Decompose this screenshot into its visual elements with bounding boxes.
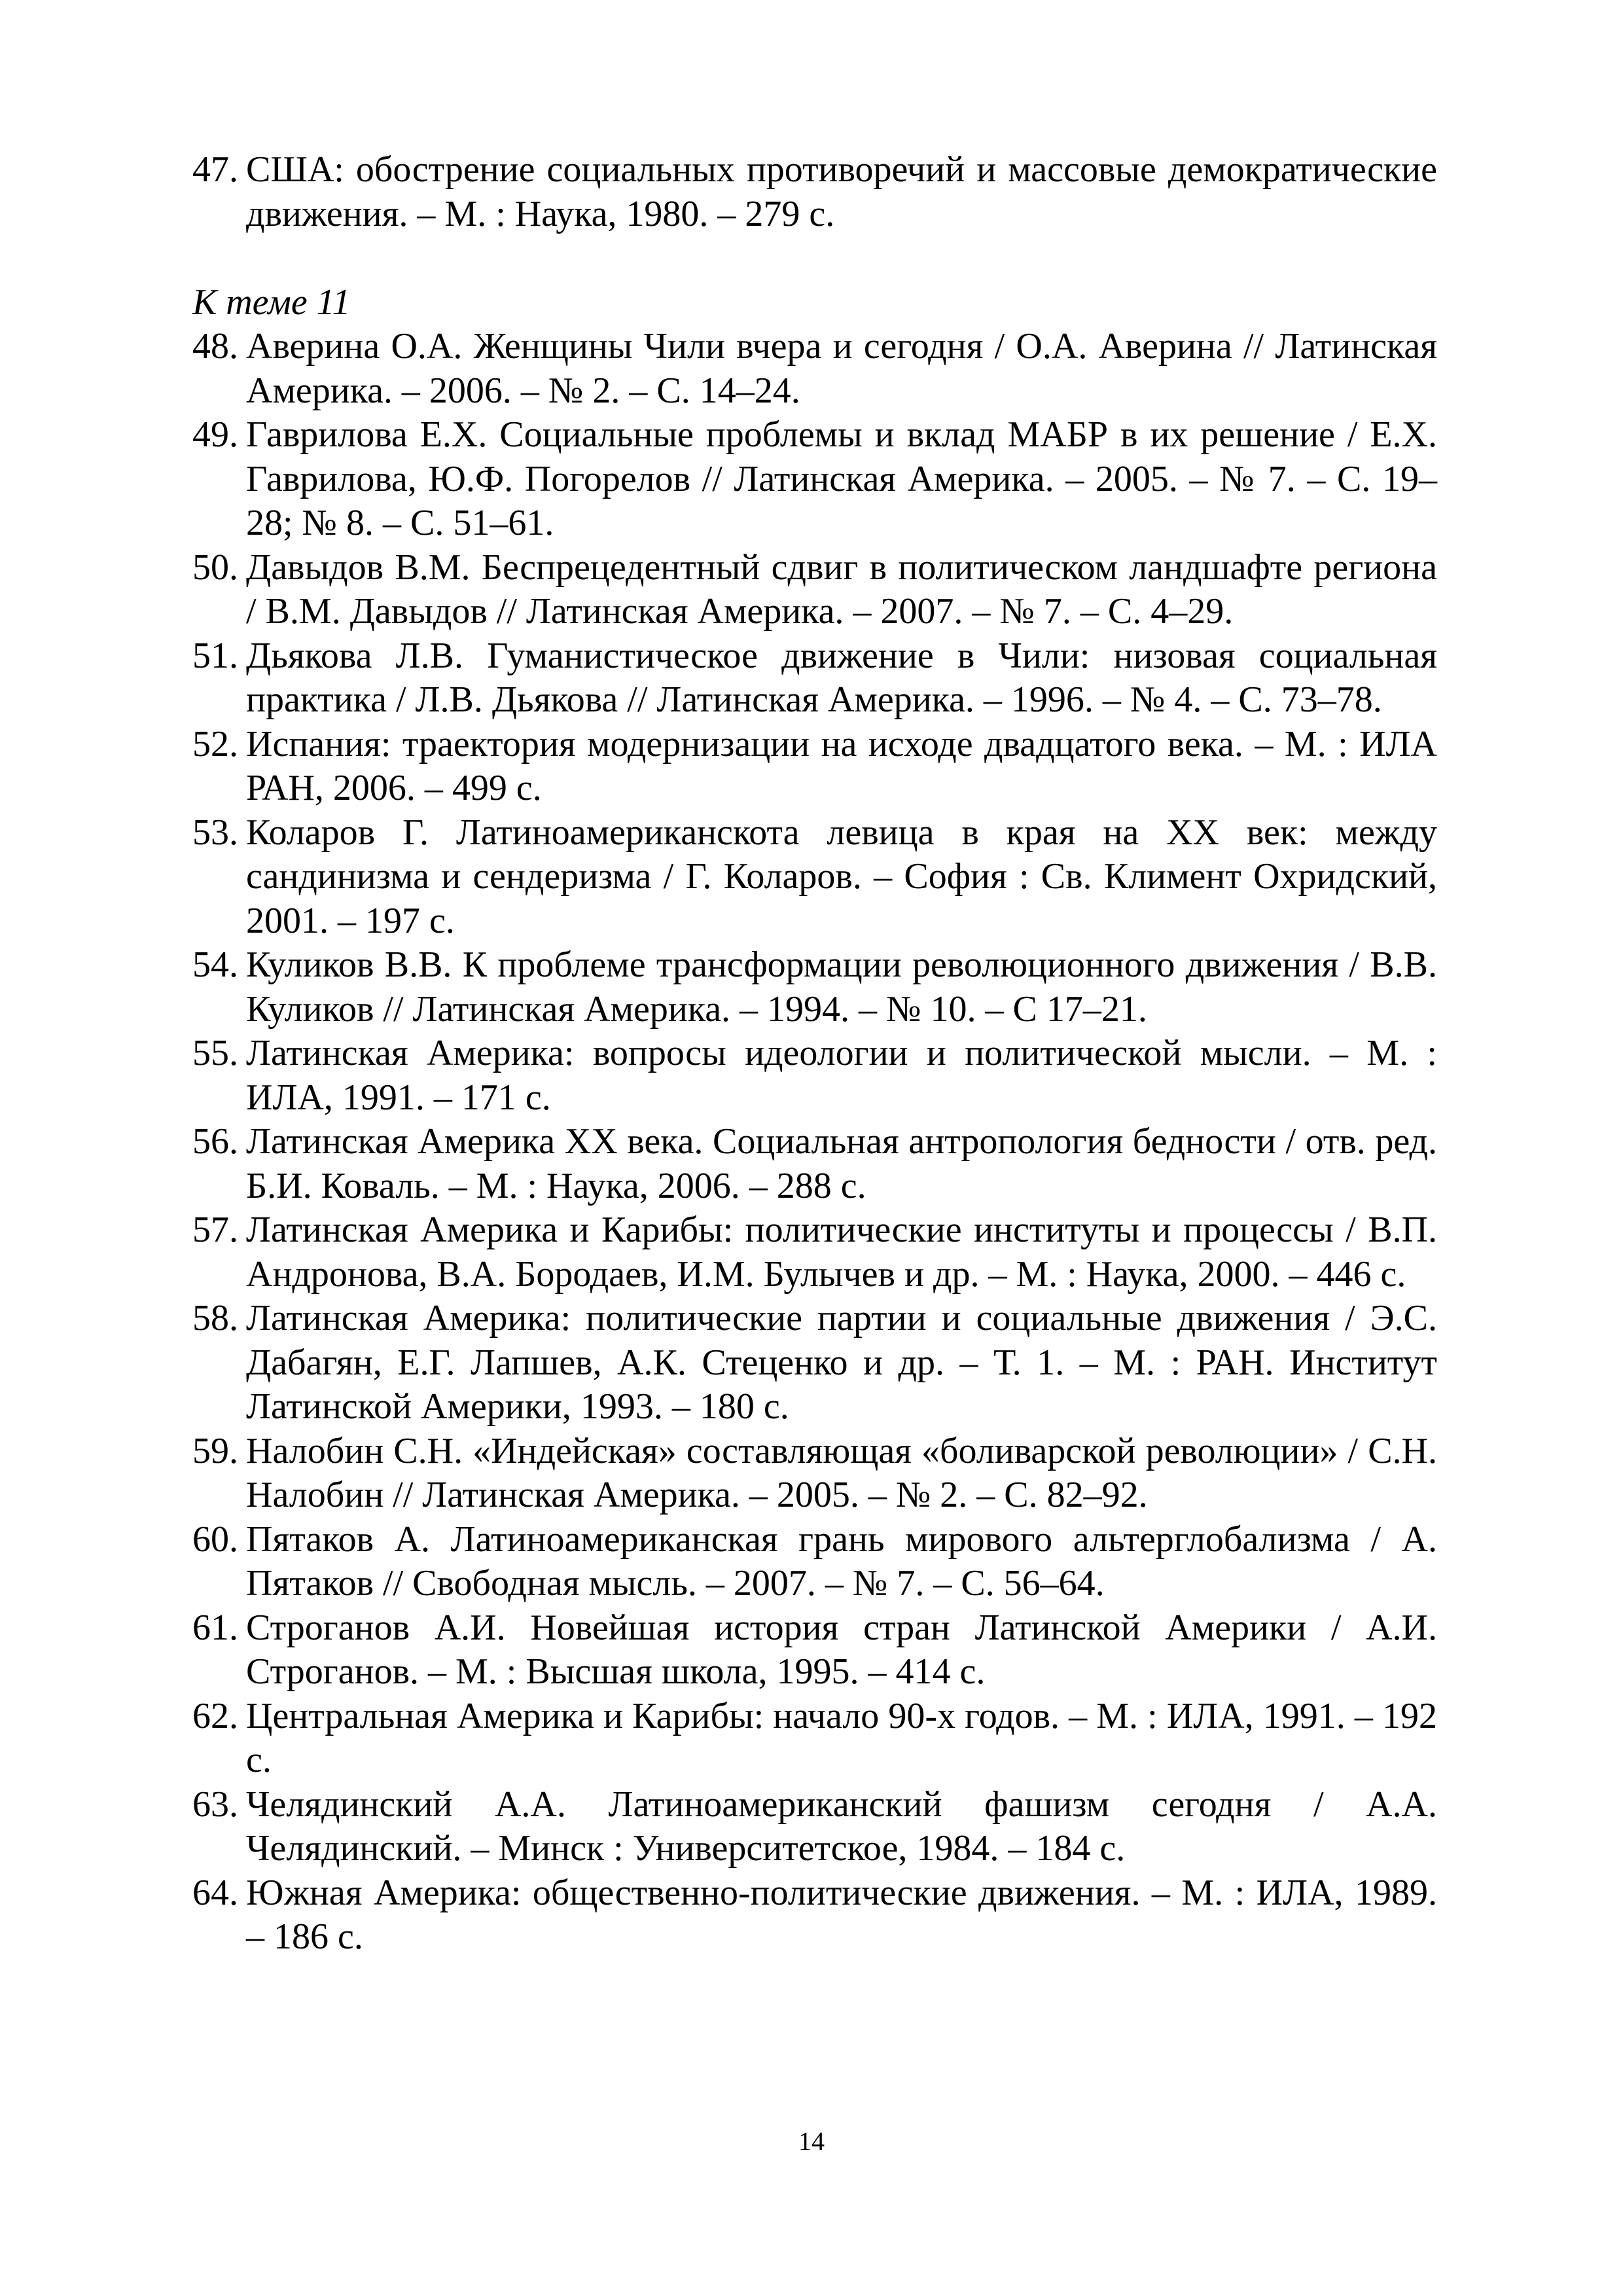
entry-number: 58. — [192, 1298, 238, 1338]
entry-number: 52. — [192, 723, 238, 764]
entry-text: Аверина О.А. Женщины Чили вчера и сегодня / О.А. Аверина // Латинская Америка. – 2006. – № 2. – С. 14–24. — [246, 326, 1437, 411]
entry-number: 55. — [192, 1033, 238, 1073]
entry-text: Строганов А.И. Новейшая история стран Латинской Америки / А.И. Строганов. – М. : Высшая школа, 1995. – 414 с. — [246, 1607, 1437, 1692]
section-heading: К теме 11 — [192, 281, 351, 323]
entry-text: Налобин С.Н. «Индейская» составляющая «боливарской революции» / С.Н. Налобин // Латинская Америка. – 2005. – № 2. – С. 82–92. — [246, 1430, 1437, 1515]
entry-number: 57. — [192, 1210, 238, 1250]
entry-text: Гаврилова Е.Х. Социальные проблемы и вклад МАБР в их решение / Е.Х. Гаврилова, Ю.Ф. Погорелов // Латинская Америка. – 2005. – № 7. – С. 19–28; № 8. – С. 51–61. — [246, 414, 1437, 543]
entry-number: 60. — [192, 1518, 238, 1560]
entry-text: Куликов В.В. К проблеме трансформации революционного движения / В.В. Куликов // Латинская Америка. – 1994. – № 10. – С 17–21. — [246, 944, 1437, 1030]
section-gap — [192, 236, 1437, 281]
bibliography-entry-61 — [192, 1606, 1437, 1695]
entry-number: 63. — [192, 1784, 238, 1825]
bibliography-entry-50 — [192, 546, 1437, 634]
bibliography-entry-52 — [192, 723, 1437, 811]
entry-number: 47. — [192, 149, 238, 190]
bibliography-entry-60 — [192, 1518, 1437, 1606]
entry-number: 53. — [192, 812, 238, 853]
entry-text: Центральная Америка и Карибы: начало 90-х годов. – М. : ИЛА, 1991. – 192 с. — [246, 1695, 1437, 1780]
entry-text: Латинская Америка: вопросы идеологии и политической мысли. – М. : ИЛА, 1991. – 171 с. — [246, 1033, 1437, 1118]
entry-text: Латинская Америка и Карибы: политические институты и процессы / В.П. Андронова, В.А. Бородаев, И.М. Булычев и др. – М. : Наука, 2000. – 446 с. — [246, 1210, 1437, 1295]
entry-text: Давыдов В.М. Беспрецедентный сдвиг в политическом ландшафте региона / В.М. Давыдов // Латинская Америка. – 2007. – № 7. – С. 4–29. — [246, 547, 1437, 632]
bibliography-list — [192, 148, 1437, 1960]
entry-number: 56. — [192, 1121, 238, 1162]
bibliography-entry-62 — [192, 1695, 1437, 1783]
bibliography-entry-48 — [192, 325, 1437, 413]
entry-text: Латинская Америка ХХ века. Социальная антропология бедности / отв. ред. Б.И. Коваль. – М. : Наука, 2006. – 288 с. — [246, 1121, 1437, 1206]
entry-number: 50. — [192, 547, 238, 588]
entry-text: Челядинский А.А. Латиноамериканский фашизм сегодня / А.А. Челядинский. – Минск : Университетское, 1984. – 184 с. — [246, 1784, 1437, 1869]
entry-text: Дьякова Л.В. Гуманистическое движение в Чили: низовая социальная практика / Л.В. Дьякова // Латинская Америка. – 1996. – № 4. – С. 73–78. — [246, 635, 1437, 720]
bibliography-entry-64 — [192, 1871, 1437, 1960]
entry-number: 64. — [192, 1872, 238, 1913]
bibliography-entry-58 — [192, 1297, 1437, 1429]
entry-number: 48. — [192, 326, 238, 367]
bibliography-entry-47 — [192, 148, 1437, 236]
bibliography-entry-53 — [192, 811, 1437, 944]
bibliography-entry-49 — [192, 413, 1437, 546]
entry-text: Пятаков А. Латиноамериканская грань мирового альтерглобализма / А. Пятаков // Свободная мысль. – 2007. – № 7. – С. 56–64. — [246, 1518, 1437, 1604]
bibliography-entry-54 — [192, 943, 1437, 1031]
entry-number: 49. — [192, 414, 238, 455]
bibliography-entry-63 — [192, 1783, 1437, 1871]
entry-number: 51. — [192, 635, 238, 676]
page-number: 14 — [798, 2126, 825, 2156]
bibliography-entry-51 — [192, 634, 1437, 723]
entry-number: 62. — [192, 1695, 238, 1736]
entry-number: 59. — [192, 1430, 238, 1471]
bibliography-entry-55 — [192, 1031, 1437, 1120]
entry-text: Коларов Г. Латиноамериканскота левица в края на ХХ век: между сандинизма и сендеризма / Г. Коларов. – София : Св. Климент Охридский, 2001. – 197 с. — [246, 812, 1437, 941]
entry-text: Испания: траектория модернизации на исходе двадцатого века. – М. : ИЛА РАН, 2006. – 499 с. — [246, 723, 1437, 808]
entry-number: 54. — [192, 944, 238, 985]
bibliography-entry-56 — [192, 1120, 1437, 1208]
bibliography-entry-57 — [192, 1208, 1437, 1297]
entry-text: Южная Америка: общественно-политические движения. – М. : ИЛА, 1989. – 186 с. — [246, 1872, 1437, 1957]
bibliography-entry-59 — [192, 1429, 1437, 1518]
entry-text: Латинская Америка: политические партии и социальные движения / Э.С. Дабагян, Е.Г. Лапшев, А.К. Стеценко и др. – Т. 1. – М. : РАН. Институт Латинской Америки, 1993. – 180 с. — [246, 1298, 1437, 1427]
entry-number: 61. — [192, 1607, 238, 1648]
entry-text: США: обострение социальных противоречий и массовые демократические движения. – М. : Наука, 1980. – 279 с. — [246, 149, 1437, 234]
